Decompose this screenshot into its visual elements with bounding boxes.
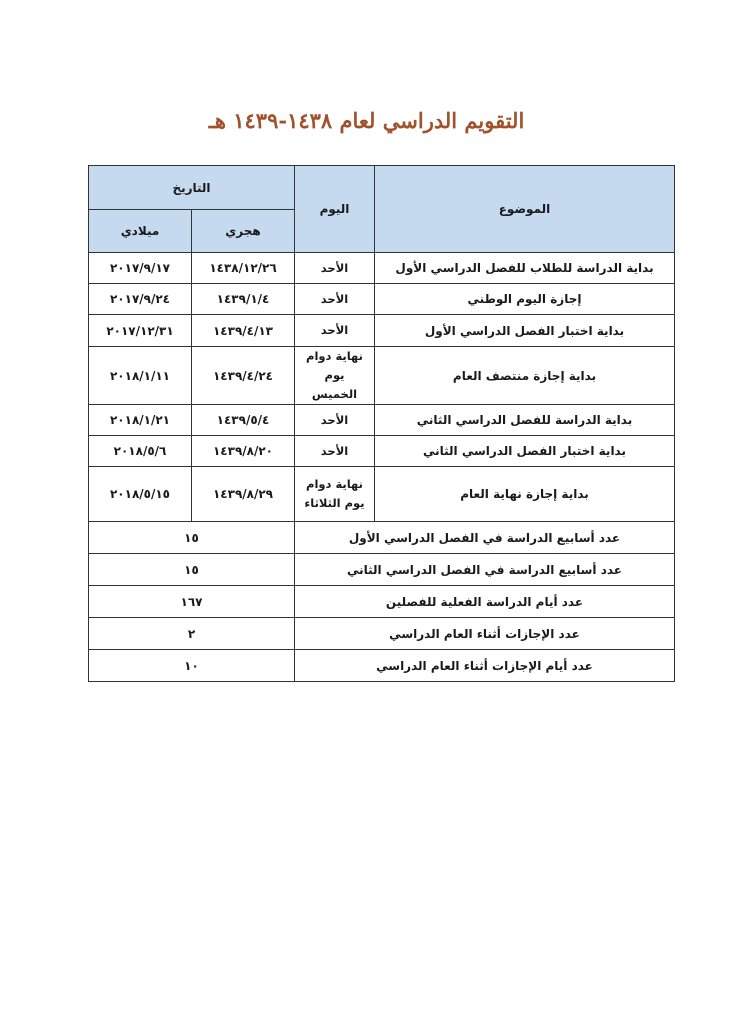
gregorian-cell	[89, 467, 192, 522]
topic-cell: بداية إجازة نهاية العام	[375, 467, 675, 522]
hijri-date: ١٤٣٩/٤/١٣	[212, 323, 274, 338]
summary-row	[89, 650, 675, 682]
hijri-date: ١٤٣٩/٥/٤	[216, 413, 270, 427]
day-cell: الأحد	[295, 436, 375, 467]
summary-value: ٢	[89, 618, 295, 650]
summary-label: عدد أيام الإجازات أثناء العام الدراسي	[295, 650, 675, 682]
academic-calendar-table	[88, 165, 675, 682]
summary-row	[89, 522, 675, 554]
topic-cell: بداية الدراسة للطلاب للفصل الدراسي الأول	[375, 253, 675, 284]
topic-cell: إجازة اليوم الوطني	[375, 284, 675, 315]
topic-cell: بداية اختبار الفصل الدراسي الأول	[375, 315, 675, 347]
day-cell: نهاية دوام يوم الخميس	[295, 347, 375, 405]
topic-cell: بداية إجازة منتصف العام	[375, 347, 675, 405]
hijri-cell	[192, 284, 295, 315]
table-row	[89, 467, 675, 522]
gregorian-date: ٢٠١٧/٩/١٧	[109, 261, 171, 275]
table-row	[89, 253, 675, 284]
header-topic: الموضوع	[375, 166, 675, 253]
header-date: التاريخ	[89, 166, 295, 210]
header-gregorian: ميلادي	[89, 210, 192, 253]
summary-row	[89, 554, 675, 586]
summary-row	[89, 618, 675, 650]
gregorian-cell	[89, 284, 192, 315]
table-row	[89, 284, 675, 315]
day-cell: الأحد	[295, 405, 375, 436]
day-cell: الأحد	[295, 284, 375, 315]
summary-label: عدد أيام الدراسة الفعلية للفصلين	[295, 586, 675, 618]
topic-cell: بداية اختبار الفصل الدراسي الثاني	[375, 436, 675, 467]
gregorian-cell	[89, 347, 192, 405]
day-cell: الأحد	[295, 253, 375, 284]
gregorian-date: ٢٠١٨/٥/١٥	[109, 487, 171, 501]
table-row	[89, 347, 675, 405]
hijri-date: ١٤٣٩/٨/٢٠	[212, 444, 274, 458]
gregorian-date: ٢٠١٨/١/١١	[109, 368, 171, 383]
hijri-cell	[192, 467, 295, 522]
header-day: اليوم	[295, 166, 375, 253]
hijri-cell	[192, 347, 295, 405]
gregorian-cell	[89, 253, 192, 284]
summary-label: عدد الإجازات أثناء العام الدراسي	[295, 618, 675, 650]
hijri-cell	[192, 253, 295, 284]
gregorian-cell	[89, 405, 192, 436]
hijri-date: ١٤٣٩/٤/٢٤	[212, 368, 274, 383]
page-title: التقويم الدراسي لعام ١٤٣٨-١٤٣٩ هـ	[208, 108, 525, 133]
gregorian-cell	[89, 315, 192, 347]
day-cell: نهاية دوام يوم الثلاثاء	[295, 467, 375, 522]
summary-label: عدد أسابيع الدراسة في الفصل الدراسي الثاني	[295, 554, 675, 586]
hijri-date: ١٤٣٩/٨/٢٩	[212, 487, 274, 501]
topic-cell: بداية الدراسة للفصل الدراسي الثاني	[375, 405, 675, 436]
summary-value: ١٠	[89, 650, 295, 682]
summary-value: ١٥	[89, 522, 295, 554]
gregorian-cell	[89, 436, 192, 467]
header-row	[89, 166, 675, 210]
table-row	[89, 405, 675, 436]
summary-label: عدد أسابيع الدراسة في الفصل الدراسي الأول	[295, 522, 675, 554]
gregorian-date: ٢٠١٧/٩/٢٤	[109, 292, 171, 306]
hijri-date: ١٤٣٨/١٢/٢٦	[209, 261, 277, 275]
gregorian-date: ٢٠١٨/٥/٦	[113, 444, 167, 458]
day-cell: الأحد	[295, 315, 375, 347]
summary-value: ١٥	[89, 554, 295, 586]
header-hijri: هجري	[192, 210, 295, 253]
summary-row	[89, 586, 675, 618]
hijri-cell	[192, 405, 295, 436]
hijri-cell	[192, 315, 295, 347]
hijri-cell	[192, 436, 295, 467]
table-row	[89, 315, 675, 347]
summary-value: ١٦٧	[89, 586, 295, 618]
gregorian-date: ٢٠١٧/١٢/٣١	[106, 323, 174, 338]
table-row	[89, 436, 675, 467]
gregorian-date: ٢٠١٨/١/٢١	[109, 413, 171, 427]
hijri-date: ١٤٣٩/١/٤	[216, 292, 270, 306]
